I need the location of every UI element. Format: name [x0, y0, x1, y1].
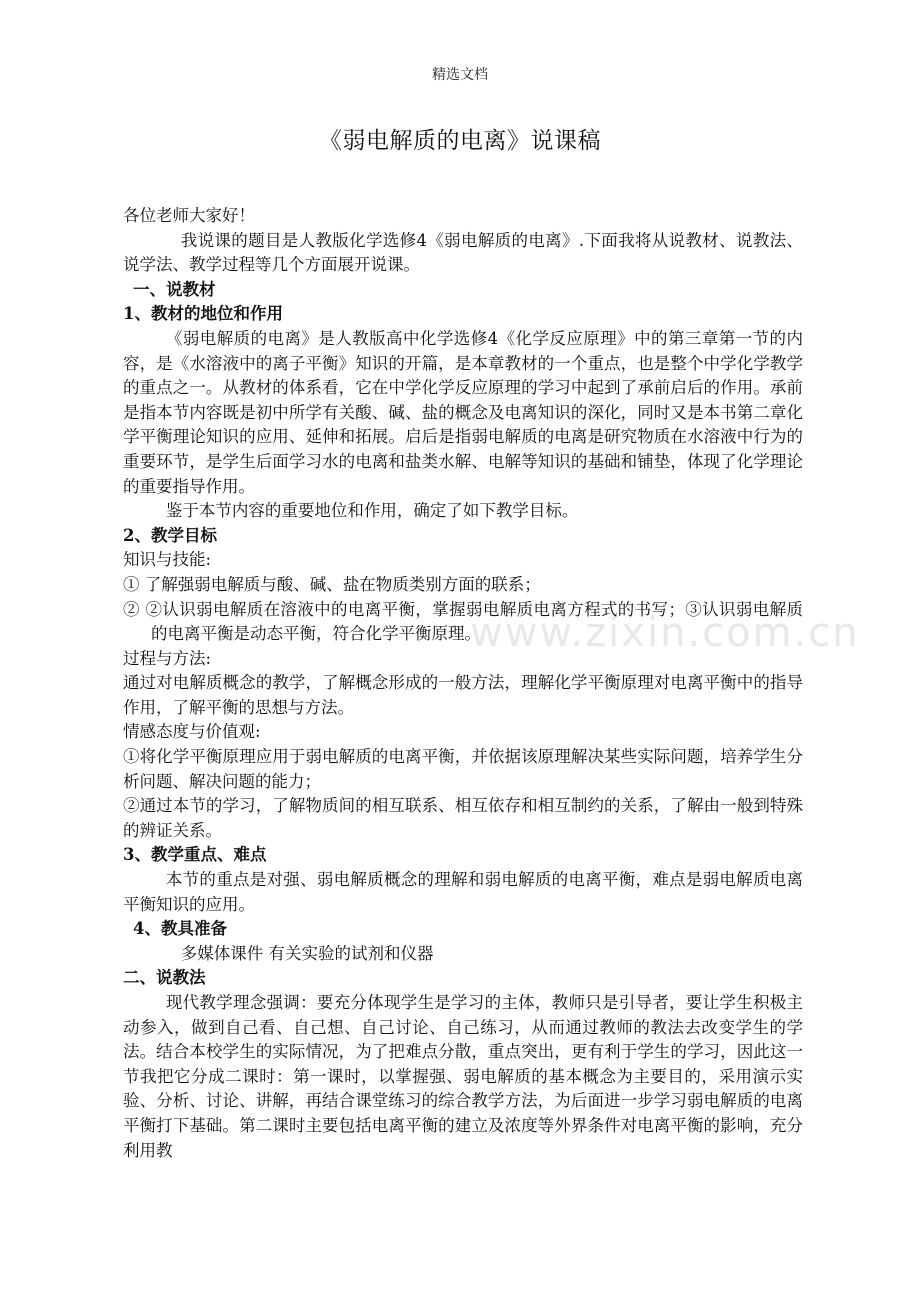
paragraph-teaching-aids: 多媒体课件 有关实验的试剂和仪器 — [180, 943, 434, 963]
goal-process-method: 通过对电解质概念的教学，了解概念形成的一般方法，理解化学平衡原理对电离平衡中的指导作用，了解平衡的思想与方法。 — [123, 673, 803, 717]
document-title: 《弱电解质的电离》说课稿 — [319, 128, 601, 154]
page-header: 精选文档 — [432, 67, 488, 83]
label-attitude-values: 情感态度与价值观: — [123, 722, 261, 742]
label-knowledge-skills: 知识与技能: — [123, 550, 212, 570]
goal-attitude-1: ①将化学平衡原理应用于弱电解质的电离平衡，并依据该原理解决某些实际问题，培养学生分析问题、解决问题的能力； — [123, 747, 803, 791]
goal-knowledge-2: ② ②认识弱电解质在溶液中的电离平衡，掌握弱电解质电离方程式的书写；③认识弱电解质的电离平衡是动态平衡，符合化学平衡原理。 — [123, 599, 803, 644]
goal-knowledge-1: ① 了解强弱电解质与酸、碱、盐在物质类别方面的联系； — [123, 574, 541, 594]
label-process-method: 过程与方法: — [123, 648, 212, 668]
document-body — [123, 204, 803, 1163]
paragraph-key-points: 本节的重点是对强、弱电解质概念的理解和弱电解质的电离平衡，难点是弱电解质电离平衡知识的应用。 — [123, 870, 803, 914]
paragraph-teaching-method: 现代教学理念强调：要充分体现学生是学习的主体，教师只是引导者，要让学生积极主动参入，做到自己看、自己想、自己讨论、自己练习，从而通过教师的教法去改变学生的学法。结合本校学生的实际情况，为了把难点分散，重点突出，更有利于学生的学习，因此这一节我把它分成二课时：第一课时，以掌握强、弱电解质的基本概念为主要目的，采用演示实验、分析、讨论、讲解，再结合课堂练习的综合教学方法，为后面进一步学习弱电解质的电离平衡打下基础。第二课时主要包括电离平衡的建立及浓度等外界条件对电离平衡的影响，充分利用教 — [123, 993, 803, 1160]
subheading-key-points: 3、教学重点、难点 — [123, 845, 267, 865]
subheading-status-role: 1、教材的地位和作用 — [123, 304, 283, 324]
section-heading-method: 二、说教法 — [123, 968, 206, 988]
watermark: www.zixin.com.cn — [470, 610, 860, 656]
subheading-teaching-goals: 2、教学目标 — [123, 525, 217, 545]
goal-attitude-2: ②通过本节的学习，了解物质间的相互联系、相互依存和相互制约的关系，了解由一般到特殊的辨证关系。 — [123, 796, 803, 840]
paragraph-goals-intro: 鉴于本节内容的重要地位和作用，确定了如下教学目标。 — [165, 501, 579, 521]
paragraph-status-role: 《弱电解质的电离》是人教版高中化学选修4《化学反应原理》中的第三章第一节的内容，是《水溶液中的离子平衡》知识的开篇，是本章教材的一个重点，也是整个中学化学教学的重点之一。从教材的体系看，它在中学化学反应原理的学习中起到了承前启后的作用。承前是指本节内容既是初中所学有关酸、碱、盐的概念及电离知识的深化，同时又是本书第二章化学平衡理论知识的应用、延伸和拓展。启后是指弱电解质的电离是研究物质在水溶液中行为的重要环节，是学生后面学习水的电离和盐类水解、电解等知识的基础和铺垫，体现了化学理论的重要指导作用。 — [123, 328, 803, 496]
intro-paragraph: 我说课的题目是人教版化学选修4《弱电解质的电离》.下面我将从说教材、说教法、说学法、教学过程等几个方面展开说课。 — [123, 230, 803, 275]
greeting: 各位老师大家好！ — [123, 206, 255, 225]
subheading-teaching-aids: 4、教具准备 — [133, 919, 227, 939]
section-heading-textbook: 一、说教材 — [133, 279, 216, 299]
